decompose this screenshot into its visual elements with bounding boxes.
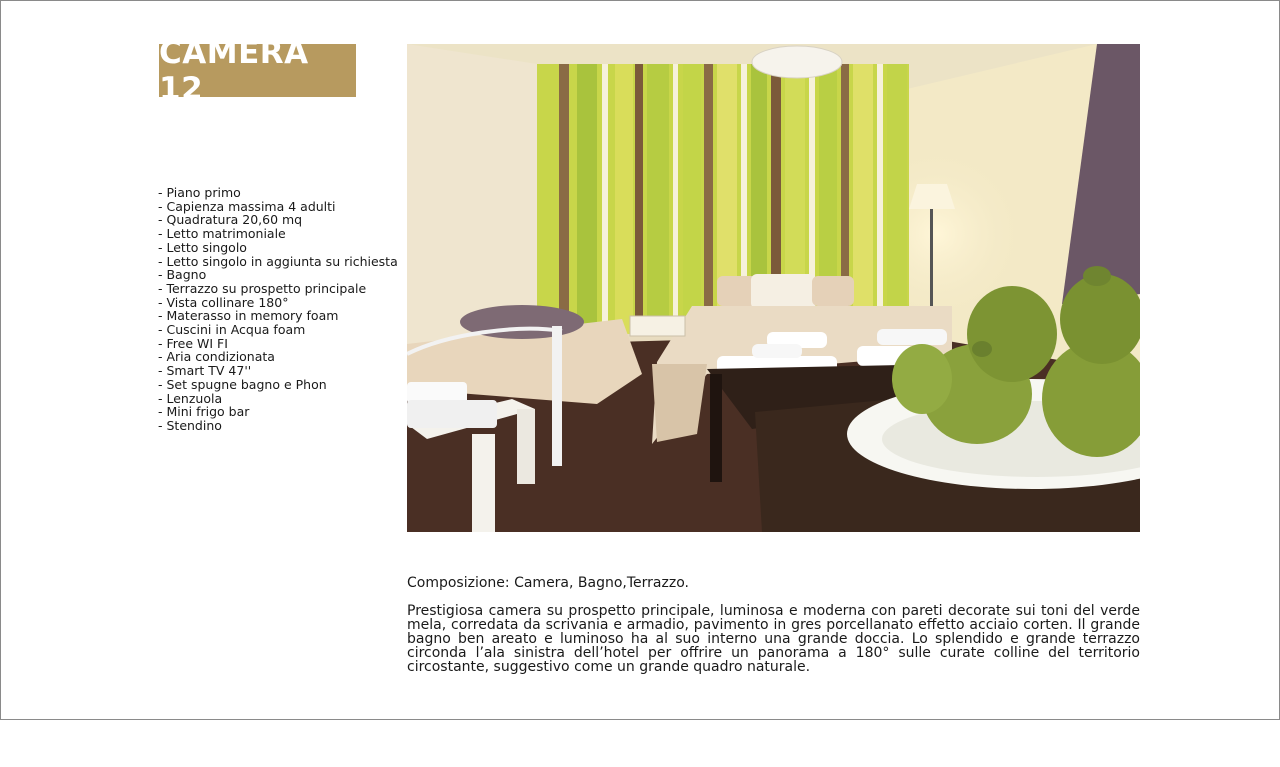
feature-item: - Lenzuola <box>158 390 223 406</box>
feature-item: - Cuscini in Acqua foam <box>158 322 306 338</box>
feature-item: - Materasso in memory foam <box>158 308 339 324</box>
feature-item: - Quadratura 20,60 mq <box>158 212 303 228</box>
feature-item: - Set spugne bagno e Phon <box>158 376 327 392</box>
room-title: CAMERA 12 <box>159 44 356 97</box>
room-description: Prestigiosa camera su prospetto principale, luminosa e moderna con pareti decorate sui toni del verde mela, corredata da scrivania e armadio, pavimento in gres porcellanato effetto acciaio corten. Il grande bagno ben areato e luminoso ha al suo interno una grande doccia. Lo splendido e grande terrazzo circonda l’ala sinistra dell’hotel per offrire un panorama a 180° sulle curate colline del territorio circostante, suggestivo come un grande quadro naturale. <box>407 603 1140 675</box>
feature-item: - Free WI FI <box>158 335 228 351</box>
feature-item: - Piano primo <box>158 185 241 200</box>
feature-item: - Mini frigo bar <box>158 404 250 420</box>
feature-item: - Aria condizionata <box>158 349 275 365</box>
room-composition: Composizione: Camera, Bagno,Terrazzo. <box>407 575 689 591</box>
feature-item: - Vista collinare 180° <box>158 294 289 310</box>
room-photo <box>407 44 1140 532</box>
feature-item: - Capienza massima 4 adulti <box>158 198 336 214</box>
feature-item: - Terrazzo su prospetto principale <box>158 280 367 296</box>
feature-item: - Letto singolo <box>158 239 247 255</box>
feature-item: - Letto singolo in aggiunta su richiesta <box>158 253 398 269</box>
feature-item: - Letto matrimoniale <box>158 226 286 242</box>
room-features-list <box>158 186 403 433</box>
feature-item: - Bagno <box>158 267 207 283</box>
feature-item: - Smart TV 47'' <box>158 363 252 379</box>
feature-item: - Stendino <box>158 417 222 433</box>
